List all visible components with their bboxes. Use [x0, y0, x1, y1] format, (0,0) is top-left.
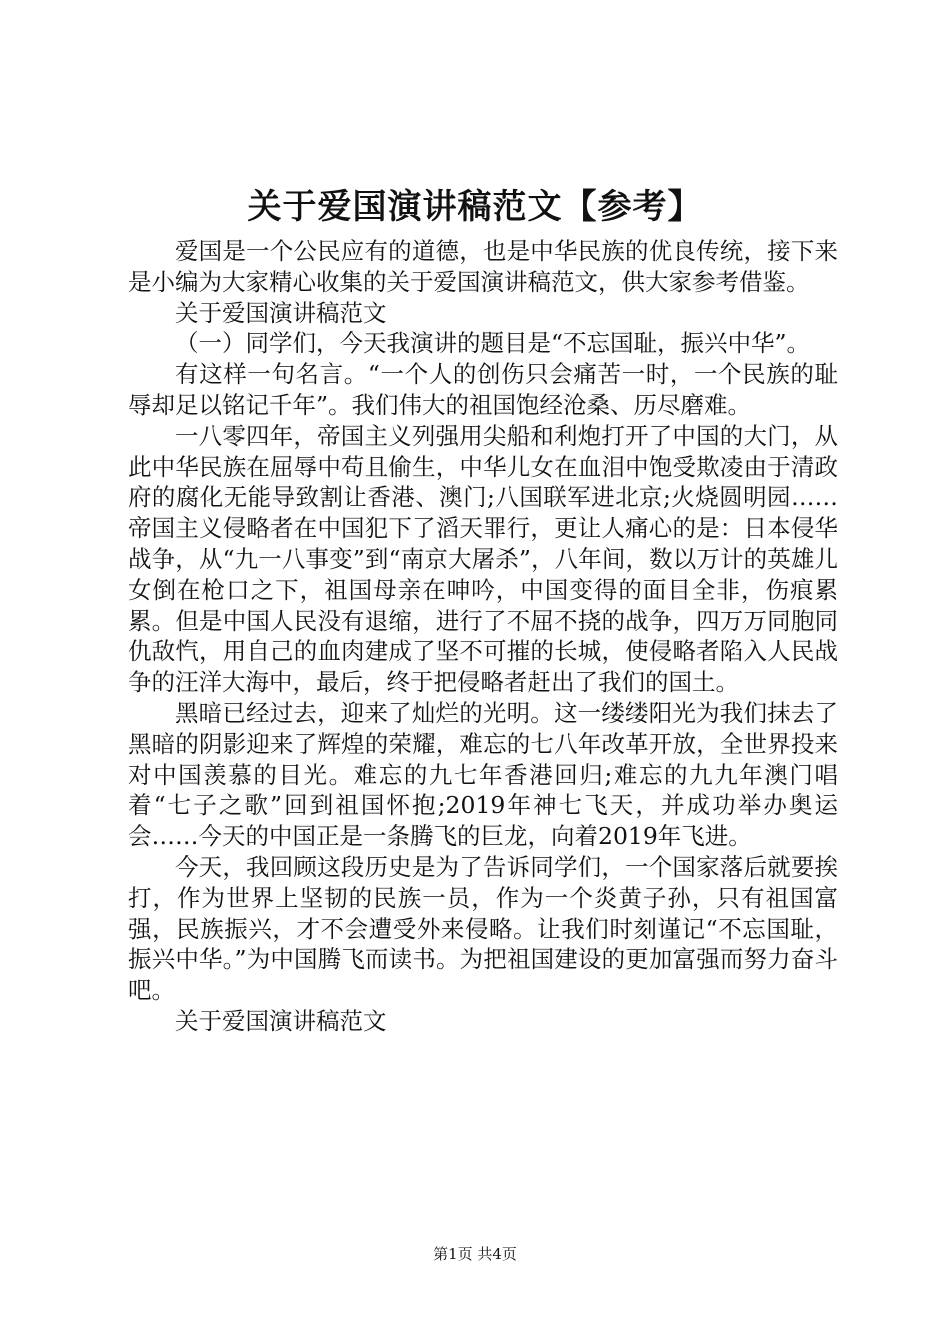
paragraph: 一八零四年，帝国主义列强用尖船和利炮打开了中国的大门，从此中华民族在屈辱中苟且偷生，中华儿女在血泪中饱受欺凌由于清政府的腐化无能导致割让香港、澳门;八国联军进北京;火烧圆明园……帝国主义侵略者在中国犯下了滔天罪行，更让人痛心的是：日本侵华战争，从“九一八事变”到“南京大屠杀”，八年间，数以万计的英雄儿女倒在枪口之下，祖国母亲在呻吟，中国变得的面目全非，伤痕累累。但是中国人民没有退缩，进行了不屈不挠的战争，四万万同胞同仇敌忾，用自己的血肉建成了坚不可摧的长城，使侵略者陷入人民战争的汪洋大海中，最后，终于把侵略者赶出了我们的国土。: [128, 421, 838, 697]
paragraph: （一）同学们，今天我演讲的题目是“不忘国耻，振兴中华”。: [175, 329, 811, 358]
paragraph: 爱国是一个公民应有的道德，也是中华民族的优良传统，接下来是小编为大家精心收集的关于爱国演讲稿范文，供大家参考借鉴。: [128, 237, 838, 296]
document-body: [128, 236, 838, 1037]
document-title: 关于爱国演讲稿范文【参考】: [247, 187, 703, 227]
page-footer: 第1页 共4页: [433, 1245, 517, 1263]
paragraph: 今天，我回顾这段历史是为了告诉同学们，一个国家落后就要挨打，作为世界上坚韧的民族一员，作为一个炎黄子孙，只有祖国富强，民族振兴，才不会遭受外来侵略。让我们时刻谨记“不忘国耻，振兴中华。”为中国腾飞而读书。为把祖国建设的更加富强而努力奋斗吧。: [128, 852, 838, 1005]
paragraph: 黑暗已经过去，迎来了灿烂的光明。这一缕缕阳光为我们抹去了黑暗的阴影迎来了辉煌的荣耀，难忘的七八年改革开放，全世界投来对中国羡慕的目光。难忘的九七年香港回归;难忘的九九年澳门唱着“七子之歌”回到祖国怀抱;2019年神七飞天，并成功举办奥运会……今天的中国正是一条腾飞的巨龙，向着2019年飞进。: [128, 698, 838, 851]
paragraph: 关于爱国演讲稿范文: [175, 298, 387, 327]
paragraph: 关于爱国演讲稿范文: [175, 1006, 387, 1035]
paragraph: 有这样一句名言。“一个人的创伤只会痛苦一时，一个民族的耻辱却足以铭记千年”。我们伟大的祖国饱经沧桑、历尽磨难。: [128, 360, 838, 419]
